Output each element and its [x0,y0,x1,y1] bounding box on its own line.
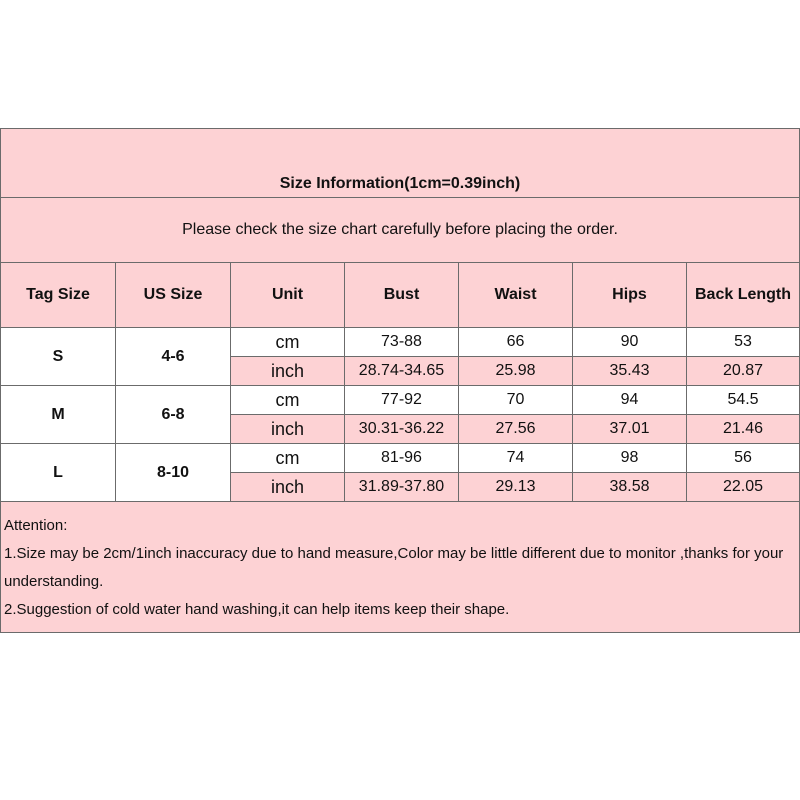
back-length-cell: 54.5 [687,386,800,415]
waist-cell: 74 [459,444,573,473]
header-back-length: Back Length [687,263,800,328]
header-hips: Hips [573,263,687,328]
us-size-cell: 6-8 [116,386,231,444]
unit-cell: inch [231,415,345,444]
us-size-cell: 8-10 [116,444,231,502]
header-row [1,263,800,328]
unit-cell: cm [231,328,345,357]
bust-cell: 77-92 [345,386,459,415]
hips-cell: 37.01 [573,415,687,444]
hips-cell: 38.58 [573,473,687,502]
waist-cell: 25.98 [459,357,573,386]
waist-cell: 29.13 [459,473,573,502]
hips-cell: 98 [573,444,687,473]
back-length-cell: 22.05 [687,473,800,502]
unit-cell: cm [231,386,345,415]
hips-cell: 94 [573,386,687,415]
back-length-cell: 20.87 [687,357,800,386]
size-chart-table [0,128,800,633]
waist-cell: 70 [459,386,573,415]
tag-size-cell: M [1,386,116,444]
unit-cell: cm [231,444,345,473]
chart-title: Size Information(1cm=0.39inch) [1,129,800,198]
header-waist: Waist [459,263,573,328]
chart-subtitle: Please check the size chart carefully before placing the order. [1,198,800,263]
waist-cell: 27.56 [459,415,573,444]
tag-size-cell: S [1,328,116,386]
attention-note-1: 1.Size may be 2cm/1inch inaccuracy due to hand measure,Color may be little different due to monitor ,thanks for your understanding. [4,545,784,590]
bust-cell: 81-96 [345,444,459,473]
bust-cell: 73-88 [345,328,459,357]
header-us-size: US Size [116,263,231,328]
back-length-cell: 56 [687,444,800,473]
header-tag-size: Tag Size [1,263,116,328]
bust-cell: 28.74-34.65 [345,357,459,386]
bust-cell: 31.89-37.80 [345,473,459,502]
table-row [1,328,800,357]
attention-notes [1,502,800,633]
table-row [1,386,800,415]
header-bust: Bust [345,263,459,328]
hips-cell: 35.43 [573,357,687,386]
tag-size-cell: L [1,444,116,502]
us-size-cell: 4-6 [116,328,231,386]
table-row [1,444,800,473]
header-unit: Unit [231,263,345,328]
attention-label: Attention: [4,517,68,534]
hips-cell: 90 [573,328,687,357]
unit-cell: inch [231,473,345,502]
unit-cell: inch [231,357,345,386]
back-length-cell: 53 [687,328,800,357]
waist-cell: 66 [459,328,573,357]
bust-cell: 30.31-36.22 [345,415,459,444]
back-length-cell: 21.46 [687,415,800,444]
attention-note-2: 2.Suggestion of cold water hand washing,it can help items keep their shape. [4,601,510,618]
